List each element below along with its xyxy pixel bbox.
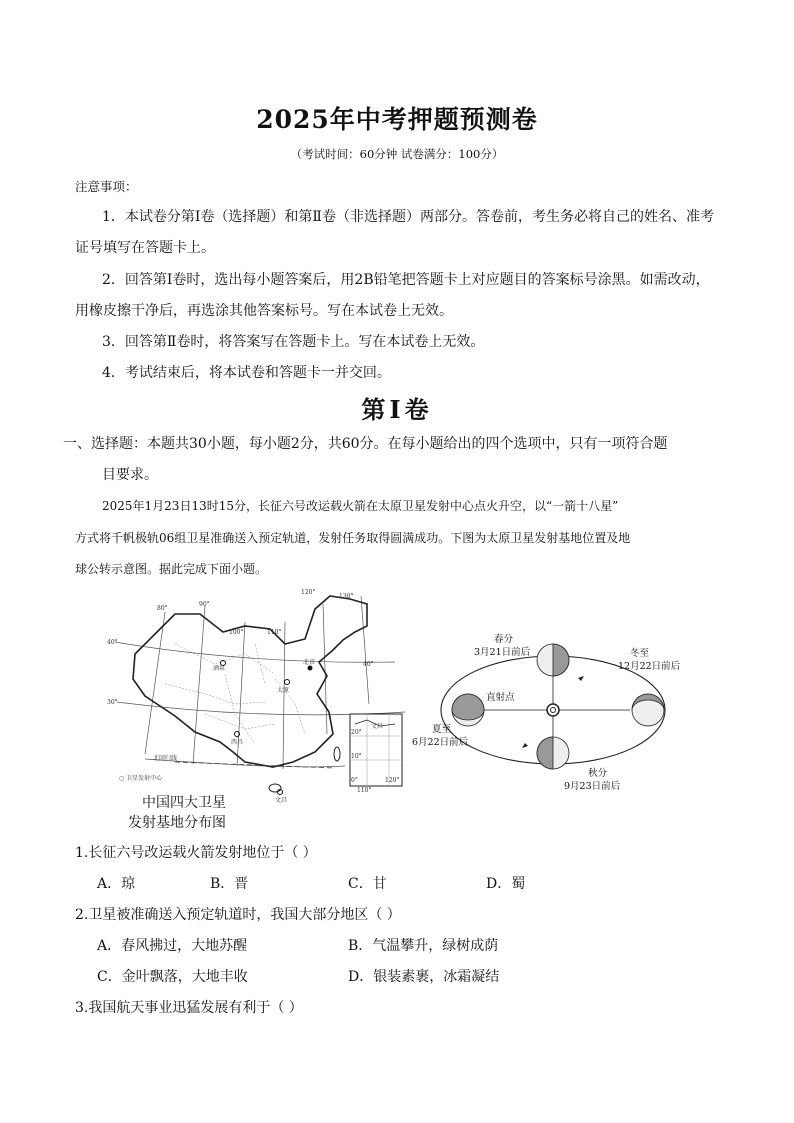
q1-option-b[interactable]: B．晋 [210, 876, 249, 892]
lon-110-label: 110° [267, 629, 282, 636]
china-outline [133, 596, 367, 767]
notice-item-3: 3．回答第Ⅱ卷时，将答案写在答题卡上。写在本试卷上无效。 [102, 334, 485, 350]
passage-line-1: 2025年1月23日13时15分，长征六号改运载火箭在太原卫星发射中心点火升空，以“一箭十八星” [102, 499, 619, 513]
section-instruction: 一、选择题：本题共30小题，每小题2分，共60分。在每小题给出的四个选项中，只有一项符合题 [63, 436, 668, 452]
place-beijing: 北京 [303, 659, 316, 666]
inset-place: 文昌 [371, 723, 384, 730]
spring-date: 3月21日前后 [474, 647, 531, 658]
passage-line-3: 球公转示意图。据此完成下面小题。 [75, 562, 268, 576]
lat-40-label-left: 40° [107, 639, 118, 646]
lon-80-label: 80° [157, 605, 168, 612]
beijing-star-icon [308, 666, 313, 671]
notice-item-1-cont: 证号填写在答题卡上。 [75, 240, 215, 256]
taiyuan-site-icon [285, 680, 290, 685]
lon-120-label: 120° [301, 589, 316, 596]
map-legend: ○ 卫星发射中心 [119, 775, 163, 782]
orbit-arrow-icon-2 [522, 743, 528, 748]
volume-heading: 第Ⅰ卷 [361, 395, 433, 424]
question-1-stem: 1.长征六号改运载火箭发射地位于（ ） [75, 845, 317, 861]
notice-item-2: 2．回答第Ⅰ卷时，选出每小题答案后，用2B铅笔把答题卡上对应题目的答案标号涂黑。如需改动， [102, 272, 710, 288]
place-tropic: 北回归线 [153, 755, 178, 762]
lat-30-label: 30° [107, 699, 118, 706]
sun-icon [547, 704, 559, 716]
place-jiuquan: 酒泉 [213, 665, 226, 672]
notice-item-2-cont: 用橡皮擦干净后，再选涂其他答案标号。写在本试卷上无效。 [75, 303, 453, 319]
inset-lon-110: 110° [357, 787, 372, 794]
autumn-date: 9月23日前后 [564, 781, 621, 792]
q1-option-a[interactable]: A．琼 [97, 876, 136, 892]
notice-heading: 注意事项： [75, 179, 138, 194]
winter-label: 冬至 [630, 648, 650, 659]
place-taiyuan: 太原 [277, 687, 290, 694]
passage-line-2: 方式将千帆极轨06组卫星准确送入预定轨道，发射任务取得圆满成功。下图为太原卫星发射基地位置及地 [75, 531, 631, 545]
taiwan-island [334, 747, 340, 761]
map-caption-2: 发射基地分布图 [128, 815, 226, 831]
question-2-stem: 2.卫星被准确送入预定轨道时，我国大部分地区（ ） [75, 907, 401, 923]
summer-label: 夏至 [432, 724, 452, 735]
exam-info: （考试时间：60分钟 试卷满分：100分） [290, 147, 504, 161]
inset-lat-20: 20° [351, 729, 362, 736]
autumn-label: 秋分 [588, 768, 608, 779]
tropic-of-cancer-line [175, 762, 335, 768]
q1-option-d[interactable]: D．蜀 [486, 876, 526, 892]
q2-option-b[interactable]: B．气温攀升，绿树成荫 [348, 938, 499, 954]
notice-item-4: 4．考试结束后，将本试卷和答题卡一并交回。 [102, 365, 391, 381]
lon-130-label: 130° [339, 593, 354, 600]
lon-100-label: 100° [229, 629, 244, 636]
inset-lat-10: 10° [351, 753, 362, 760]
spring-label: 春分 [494, 634, 514, 645]
map-caption-1: 中国四大卫星 [142, 795, 226, 811]
orbit-arrow-icon [578, 676, 584, 681]
section-instruction-cont: 目要求。 [102, 467, 158, 483]
hainan-island [269, 784, 281, 792]
winter-date: 12月22日前后 [618, 661, 681, 672]
lon-90-label: 90° [199, 601, 210, 608]
q2-option-d[interactable]: D．银装素裹，冰霜凝结 [348, 969, 500, 985]
page-title: 2025年中考押题预测卷 [256, 105, 538, 134]
summer-date: 6月22日前后 [412, 737, 469, 748]
q2-option-a[interactable]: A．春风拂过，大地苏醒 [97, 938, 248, 954]
notice-item-1: 1．本试卷分第Ⅰ卷（选择题）和第Ⅱ卷（非选择题）两部分。答卷前，考生务必将自己的姓名、准考 [102, 209, 714, 225]
question-3-stem: 3.我国航天事业迅猛发展有利于（ ） [75, 1000, 303, 1016]
lat-40-label-right: 40° [363, 661, 374, 668]
earth-revolution-diagram [408, 628, 698, 808]
q2-option-c[interactable]: C．金叶飘落，大地丰收 [97, 969, 248, 985]
place-xichang: 西昌 [231, 739, 244, 746]
inset-lat-0: 0° [351, 777, 358, 784]
place-wenchang: 文昌 [275, 797, 288, 804]
inset-lon-120: 120° [385, 777, 400, 784]
q1-option-c[interactable]: C．甘 [348, 876, 387, 892]
center-label: 直射点 [486, 692, 515, 703]
